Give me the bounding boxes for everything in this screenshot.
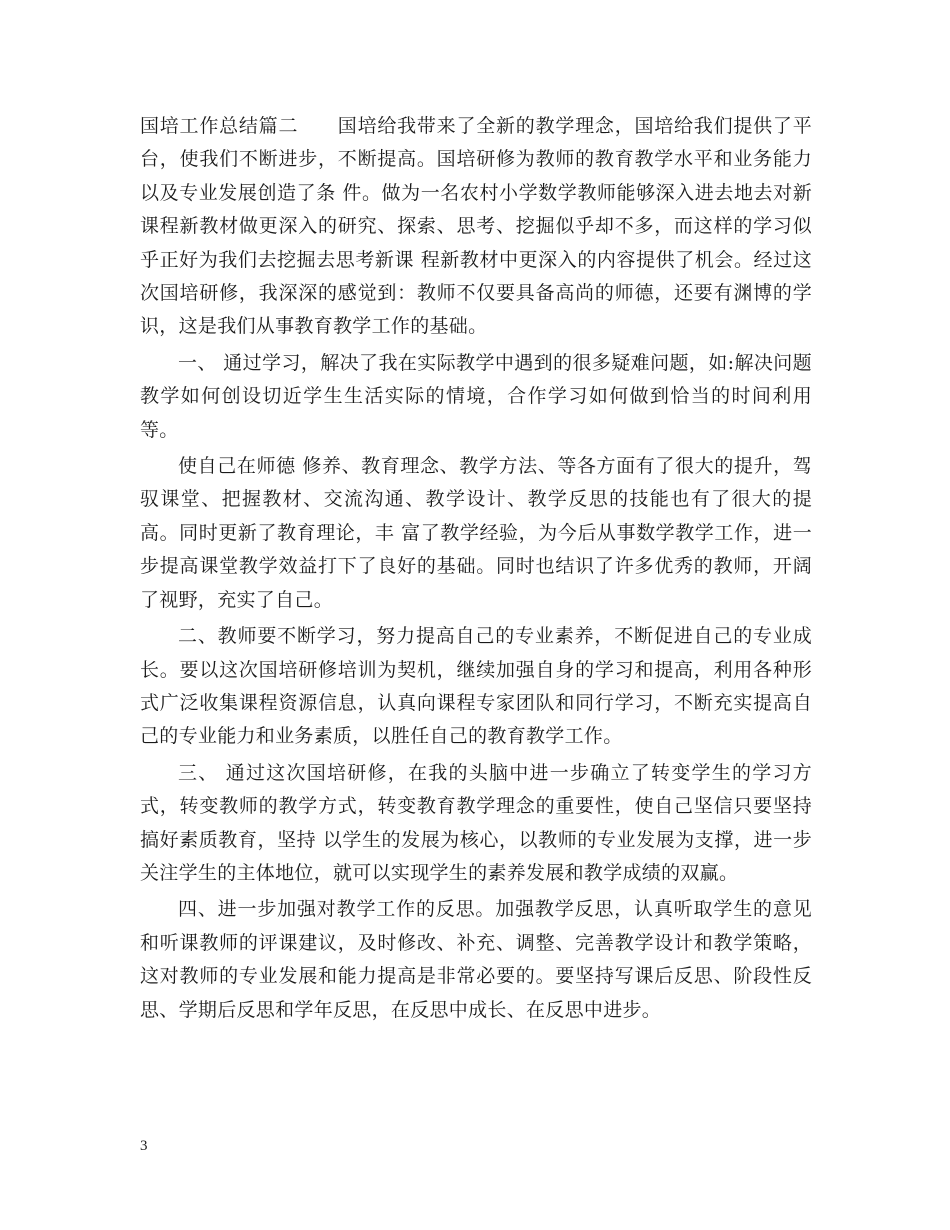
paragraph-point-three: 三、 通过这次国培研修，在我的头脑中进一步确立了转变学生的学习方式，转变教师的教学方式，转变教育教学理念的重要性，使自己坚信只要坚持搞好素质教育，坚持 以学生的发展为核心，以教师的专业发展为支撑，进一步关注学生的主体地位，就可以实现学生的素养发展和教学成绩的双赢。 [140,761,812,884]
paragraph-intro: 国培工作总结篇二 国培给我带来了全新的教学理念，国培给我们提供了平台，使我们不断进步，不断提高。国培研修为教师的教育教学水平和业务能力以及专业发展创造了条 件。做为一名农村小学数学教师能够深入进去地去对新课程新教材做更深入的研究、探索、思考、挖掘似乎却不多，而这样的学习似乎正好为我们去挖掘去思考新课 程新教材中更深入的内容提供了机会。经过这次国培研修，我深深的感觉到：教师不仅要具备高尚的师德，还要有渊博的学识，这是我们从事教育教学工作的基础。 [140,115,812,338]
paragraph-point-one: 一、 通过学习，解决了我在实际教学中遇到的很多疑难问题，如:解决问题教学如何创设切近学生生活实际的情境，合作学习如何做到恰当的时间利用等。 [140,351,812,441]
paragraph-point-two: 二、教师要不断学习，努力提高自己的专业素养，不断促进自己的专业成长。要以这次国培研修培训为契机，继续加强自身的学习和提高，利用各种形式广泛收集课程资源信息，认真向课程专家团队和同行学习，不断充实提高自己的专业能力和业务素质，以胜任自己的教育教学工作。 [140,625,812,748]
document-body [140,110,812,1030]
paragraph-self-improvement: 使自己在师德 修养、教育理念、教学方法、等各方面有了很大的提升，驾驭课堂、把握教材、交流沟通、教学设计、教学反思的技能也有了很大的提高。同时更新了教育理论，丰 富了教学经验，为今后从事数学教学工作，进一步提高课堂教学效益打下了良好的基础。同时也结识了许多优秀的教师，开阔了视野，充实了自己。 [140,455,812,611]
page-number: 3 [140,1138,148,1154]
paragraph-point-four: 四、进一步加强对教学工作的反思。加强教学反思，认真听取学生的意见和听课教师的评课建议，及时修改、补充、调整、完善教学设计和教学策略，这对教师的专业发展和能力提高是非常必要的。要坚持写课后反思、阶段性反思、学期后反思和学年反思，在反思中成长、在反思中进步。 [140,898,812,1021]
